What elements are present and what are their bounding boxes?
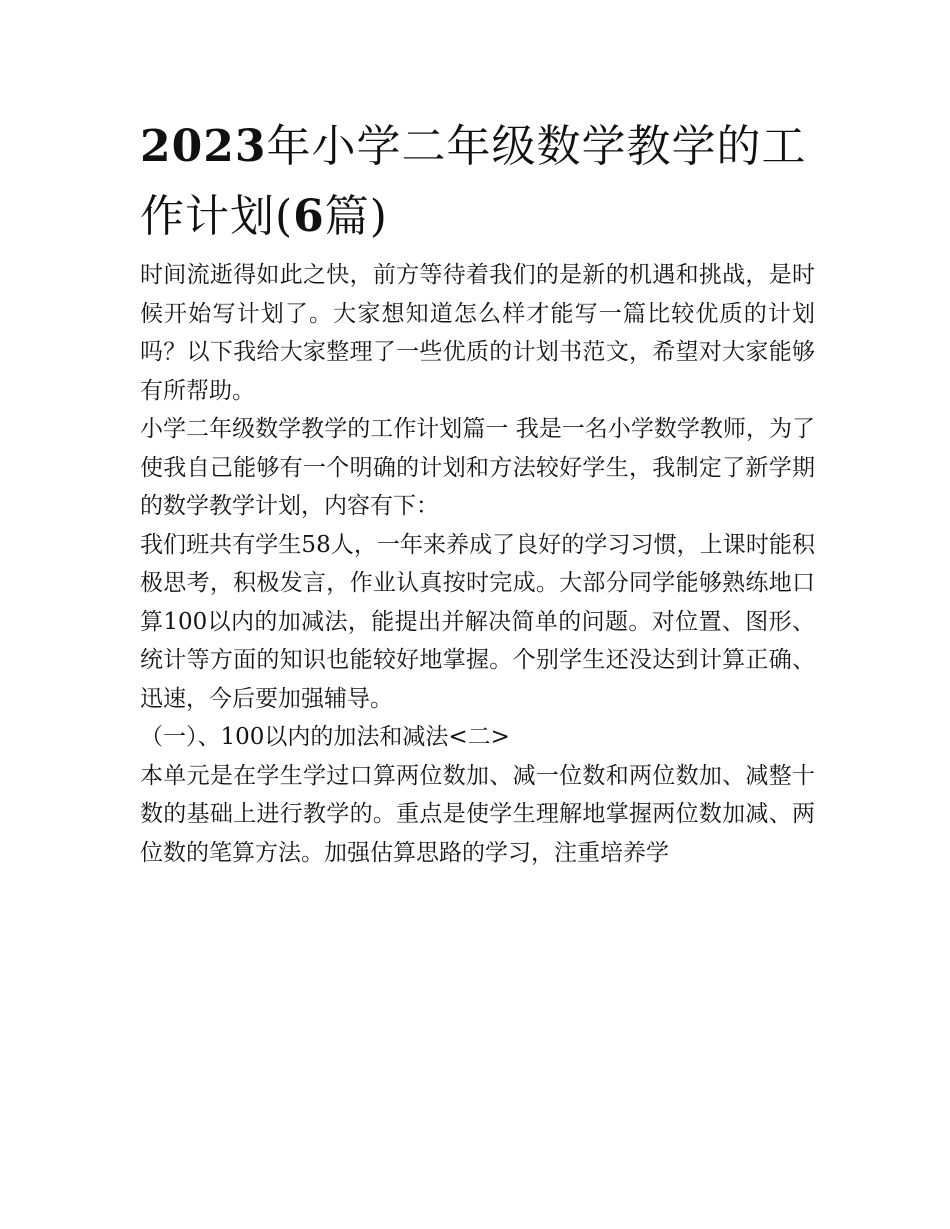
title-count: 6 xyxy=(293,191,325,242)
section-one-intro-paragraph: 小学二年级数学教学的工作计划篇一 我是一名小学数学教师，为了使我自己能够有一个明确的计划和方法较好学生，我制定了新学期的数学教学计划，内容有下： xyxy=(140,416,815,519)
document-body xyxy=(140,256,815,872)
unit-description-paragraph: 本单元是在学生学过口算两位数加、减一位数和两位数加、减整十数的基础上进行教学的。重点是使学生理解地掌握两位数加减、两位数的笔算方法。加强估算思路的学习，注重培养学 xyxy=(140,762,815,866)
document-title xyxy=(140,112,815,252)
title-text-part-2: 篇) xyxy=(324,191,388,242)
class-situation-paragraph: 我们班共有学生58人，一年来养成了良好的学习习惯，上课时能积极思考，积极发言，作业认真按时完成。大部分同学能够熟练地口算100以内的加减法，能提出并解决简单的问题。对位置、图形、统计等方面的知识也能较好地掌握。个别学生还没达到计算正确、迅速，今后要加强辅导。 xyxy=(140,531,815,712)
document-content xyxy=(140,112,815,872)
unit-heading: （一）、100以内的加法和减法<二> xyxy=(140,724,510,750)
title-text-part-1: 年小学二年级数学教学的工作计划( xyxy=(140,121,807,242)
title-year: 2023 xyxy=(140,121,267,172)
intro-paragraph: 时间流逝得如此之快，前方等待着我们的是新的机遇和挑战，是时候开始写计划了。大家想知道怎么样才能写一篇比较优质的计划吗？以下我给大家整理了一些优质的计划书范文，希望对大家能够有所帮助。 xyxy=(140,262,815,404)
